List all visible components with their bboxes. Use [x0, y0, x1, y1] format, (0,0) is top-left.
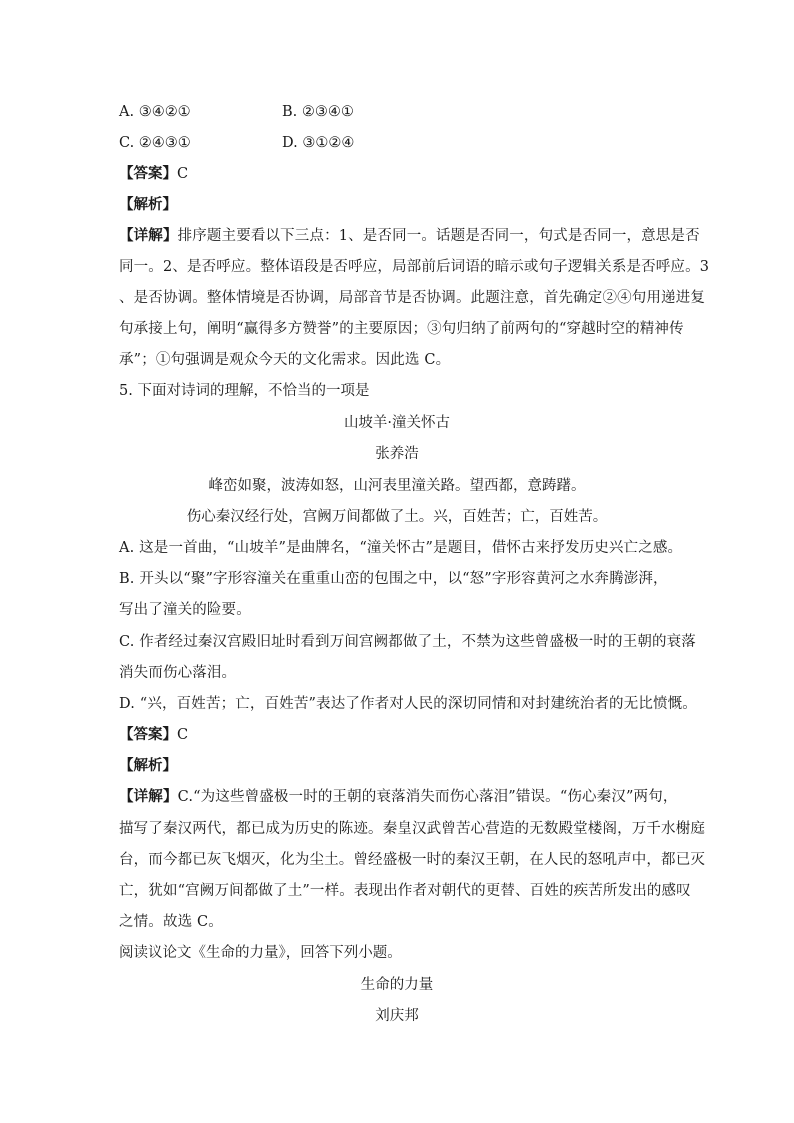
poem-line-2: 伤心秦汉经行处，宫阙万间都做了土。兴，百姓苦；亡，百姓苦。 — [186, 509, 608, 525]
q5-detail-line-3: 台，而今都已灰飞烟灭，化为尘土。曾经盛极一时的秦汉王朝，在人民的怒吼声中，都已灭 — [119, 852, 705, 868]
poem-title: 山坡羊·潼关怀古 — [343, 415, 451, 431]
q4-option-d: D. ③①②④ — [282, 135, 355, 151]
q4-answer — [119, 164, 188, 184]
q4-option-a: A. ③④②① — [119, 104, 191, 120]
answer-tag: 【答案】 — [119, 726, 177, 743]
q4-detail-line-5: 承”；①句强调是观众今天的文化需求。因此选 C。 — [119, 352, 451, 368]
q5-detail-line-5: 之情。故选 C。 — [119, 914, 223, 930]
q4-option-b: B. ②③④① — [282, 104, 354, 120]
q5-option-d: D. “兴，百姓苦；亡，百姓苦”表达了作者对人民的深切同情和对封建统治者的无比愤慨。 — [119, 696, 697, 712]
answer-tag: 【答案】 — [119, 165, 177, 182]
q4-detail-line-4: 句承接上句，阐明“赢得多方赞誉”的主要原因；③句归纳了前两句的“穿越时空的精神传 — [119, 321, 684, 337]
q4-detail-line-3: 、是否协调。整体情境是否协调，局部音节是否协调。此题注意，首先确定②④句用递进复 — [119, 290, 705, 306]
q5-option-a: A. 这是一首曲，“山坡羊”是曲牌名，“潼关怀古”是题目，借怀古来抒发历史兴亡之感。 — [119, 540, 683, 556]
q5-detail-line-2: 描写了秦汉两代，都已成为历史的陈迹。秦皇汉武曾苦心营造的无数殿堂楼阁，万千水榭庭 — [119, 821, 705, 837]
q4-analysis-tag: 【解析】 — [119, 196, 177, 213]
q5-option-c-line-2: 消失而伤心落泪。 — [119, 665, 237, 681]
reading-title: 生命的力量 — [360, 977, 434, 993]
q5-detail-line-1: 【详解】C.“为这些曾盛极一时的王朝的衰落消失而伤心落泪”错误。“伤心秦汉”两句， — [119, 788, 678, 805]
q4-detail-line-1: 【详解】排序题主要看以下三点：1、是否同一。话题是否同一，句式是否同一，意思是否 — [119, 227, 700, 244]
reading-intro: 阅读议论文《生命的力量》，回答下列小题。 — [119, 945, 402, 961]
poem-author: 张养浩 — [375, 446, 419, 462]
q5-answer — [119, 725, 188, 745]
q4-option-c: C. ②④③① — [119, 135, 191, 151]
q5-stem: 5. 下面对诗词的理解，不恰当的一项是 — [119, 383, 370, 399]
answer-value: C — [177, 727, 189, 743]
q4-detail-line-2: 同一。2、是否呼应。整体语段是否呼应，局部前后词语的暗示或句子逻辑关系是否呼应。3 — [119, 259, 710, 275]
detail-tag: 【详解】 — [119, 788, 178, 805]
q5-detail-line-4: 亡，犹如“宫阙万间都做了土”一样。表现出作者对朝代的更替、百姓的疾苦所发出的感叹 — [119, 883, 691, 899]
q5-option-b-line-1: B. 开头以“聚”字形容潼关在重重山峦的包围之中，以“怒”字形容黄河之水奔腾澎湃， — [119, 571, 668, 587]
q5-option-b-line-2: 写出了潼关的险要。 — [119, 602, 251, 618]
answer-value: C — [177, 166, 189, 182]
q5-analysis-tag: 【解析】 — [119, 757, 177, 774]
reading-author: 刘庆邦 — [375, 1008, 419, 1024]
detail-tag: 【详解】 — [119, 227, 178, 244]
q5-option-c-line-1: C. 作者经过秦汉宫殿旧址时看到万间宫阙都做了土，不禁为这些曾盛极一时的王朝的衰落 — [119, 634, 696, 650]
poem-line-1: 峰峦如聚，波涛如怒，山河表里潼关路。望西都，意踌躇。 — [208, 478, 586, 494]
